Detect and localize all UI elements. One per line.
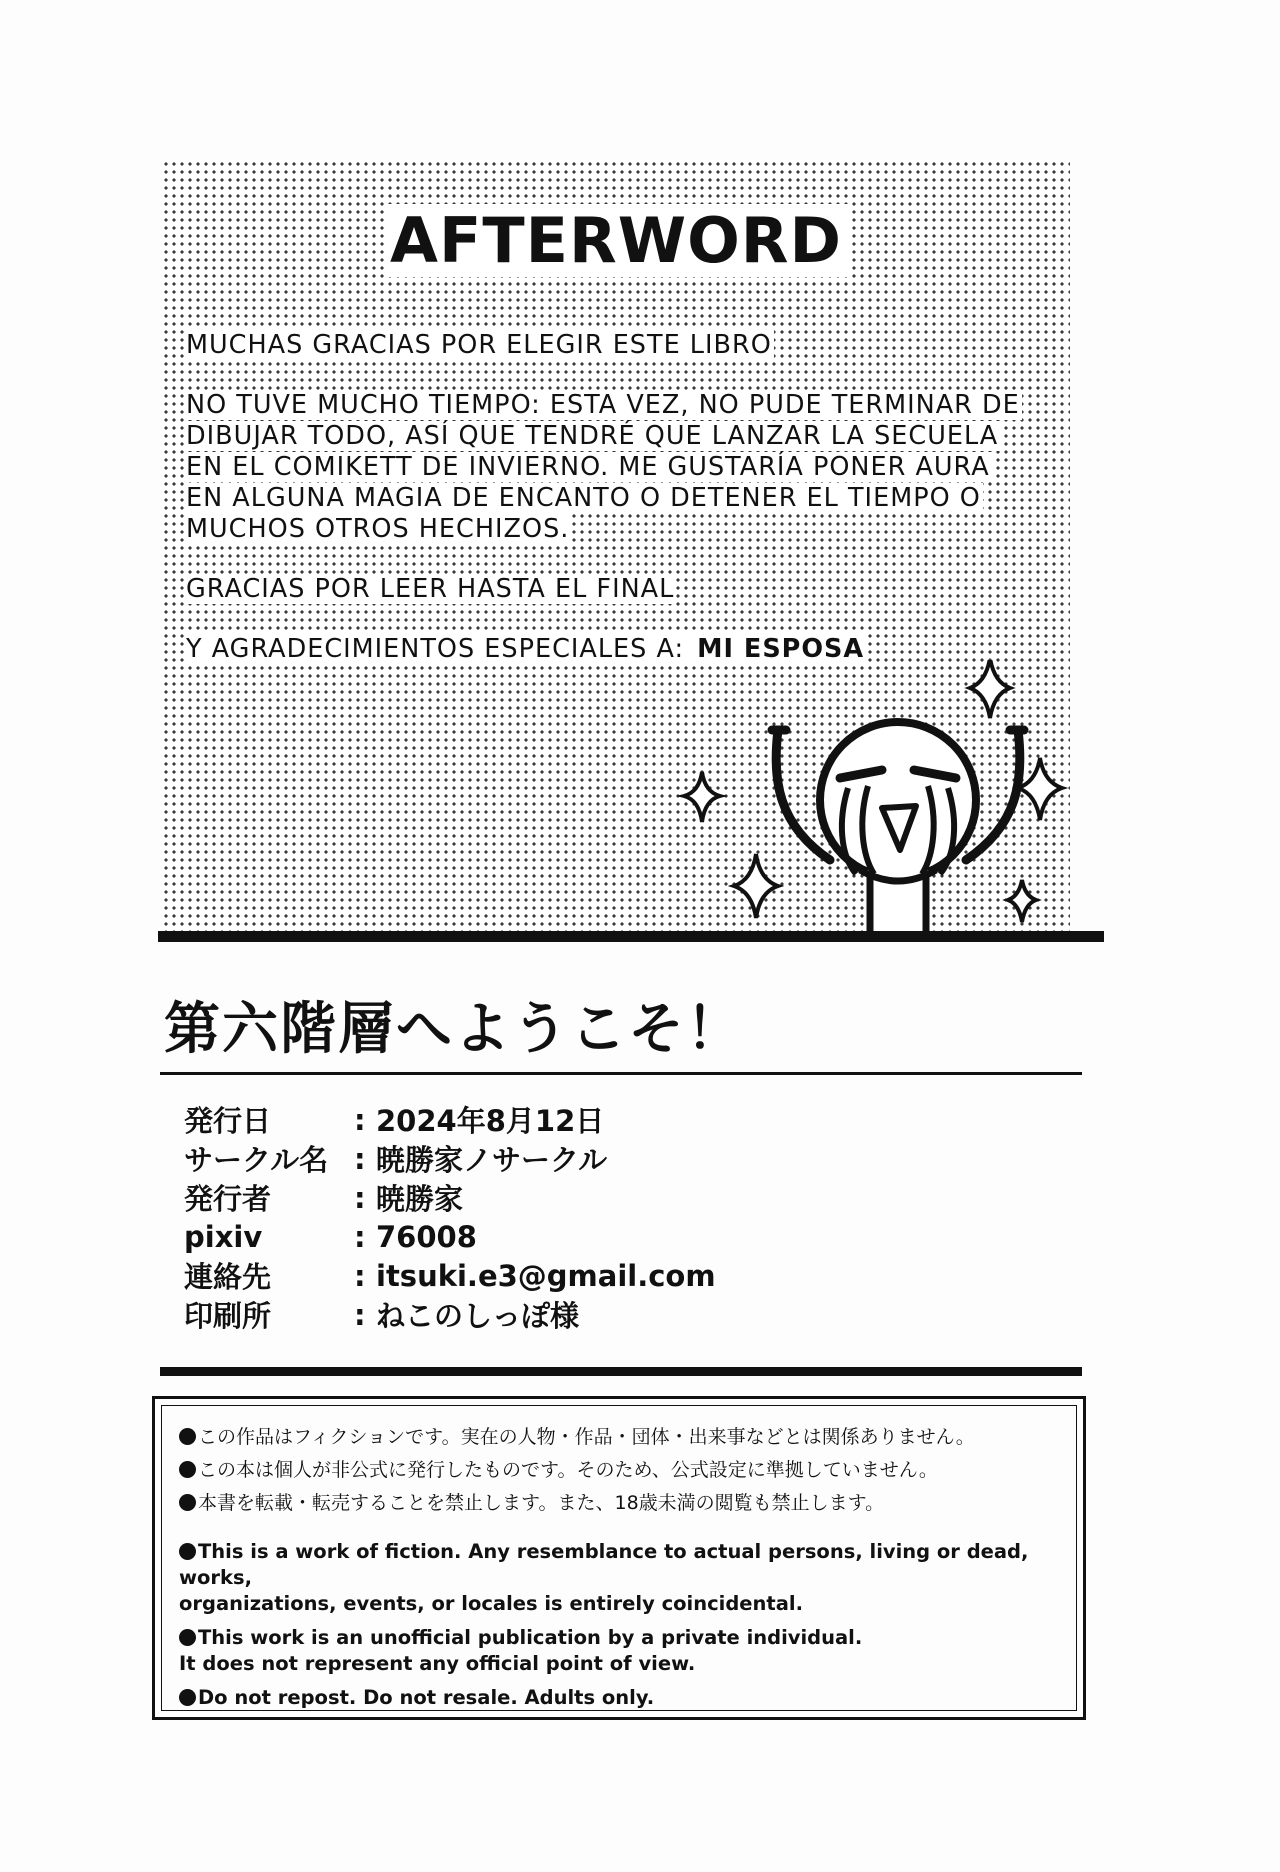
- bullet-icon: [179, 1494, 196, 1511]
- colophon: [184, 1100, 716, 1334]
- disclaimer-english: [179, 1539, 1059, 1719]
- colophon-row-contact: [184, 1256, 716, 1295]
- sparkle-icon: [734, 854, 778, 918]
- bullet-icon: [179, 1543, 196, 1560]
- afterword-title: AFTERWORD: [162, 204, 1070, 277]
- colophon-row-printer: [184, 1295, 716, 1334]
- colophon-separator: :: [354, 1141, 366, 1176]
- bullet-icon: [179, 1461, 196, 1478]
- colophon-separator: :: [354, 1297, 366, 1332]
- disclaimer-jp-line: この作品はフィクションです。実在の人物・作品・団体・出来事などとは関係ありません。: [179, 1421, 975, 1454]
- colophon-row-circle: [184, 1139, 716, 1178]
- contact-email: itsuki.e3@gmail.com: [376, 1258, 716, 1293]
- sparkle-icon: [970, 660, 1010, 718]
- afterword-paragraph-2: NO TUVE MUCHO TIEMPO: ESTA VEZ, NO PUDE TERMINAR DE DIBUJAR TODO, ASÍ QUE TENDRÉ QUE LANZAR LA SECUELA EN EL COMIKETT DE INVIERNO. ME GUSTARÍA PONER AURA EN ALGUNA MAGIA DE ENCANTO O DETENER EL TIEMPO O MUCHOS OTROS HECHIZOS.: [186, 390, 1020, 544]
- colophon-row-date: [184, 1100, 716, 1139]
- disclaimer-jp-line: この本は個人が非公式に発行したものです。そのため、公式設定に準拠していません。: [179, 1454, 975, 1487]
- colophon-separator: :: [354, 1102, 366, 1137]
- book-title: 第六階層へようこそ！: [164, 997, 744, 1062]
- colophon-separator: :: [354, 1258, 366, 1293]
- colophon-separator: :: [354, 1219, 366, 1254]
- afterword-body: [184, 330, 1024, 694]
- colophon-label: 連絡先: [184, 1260, 272, 1294]
- colophon-value: 暁勝家: [376, 1182, 464, 1216]
- disclaimer-en-item: Do not repost. Do not resale. Adults only.: [179, 1685, 1059, 1711]
- disclaimer-jp-line: 本書を転載・転売することを禁止します。また、18歳未満の閲覧も禁止します。: [179, 1487, 975, 1520]
- bullet-icon: [179, 1428, 196, 1445]
- sparkle-icon: [684, 772, 720, 822]
- colophon-label: サークル名: [184, 1143, 329, 1177]
- bullet-icon: [179, 1629, 196, 1646]
- sparkle-icon: [1008, 880, 1036, 922]
- colophon-separator: :: [354, 1180, 366, 1215]
- section-divider: [158, 931, 1104, 942]
- colophon-row-publisher: [184, 1178, 716, 1217]
- afterword-paragraph-3: GRACIAS POR LEER HASTA EL FINAL: [186, 574, 675, 604]
- disclaimer-en-item: This work is an unofficial publication by a private individual. It does not represent any official point of view.: [179, 1626, 863, 1675]
- disclaimer-japanese: [179, 1421, 975, 1520]
- colophon-label: 発行者: [184, 1182, 272, 1216]
- colophon-value: ねこのしっぽ様: [376, 1299, 580, 1333]
- colophon-value: 76008: [376, 1219, 477, 1254]
- colophon-label: pixiv: [184, 1219, 263, 1254]
- afterword-thanks: Y AGRADECIMIENTOS ESPECIALES A: MI ESPOSA: [186, 634, 865, 664]
- disclaimer-en-item: This is a work of fiction. Any resemblance to actual persons, living or dead, works, organizations, events, or locales is entirely coincidental.: [179, 1540, 1029, 1615]
- cheering-figure-illustration: [660, 660, 1100, 940]
- afterword-paragraph-1: MUCHAS GRACIAS POR ELEGIR ESTE LIBRO: [186, 330, 772, 360]
- colophon-label: 印刷所: [184, 1299, 272, 1333]
- disclaimer-box: [152, 1396, 1086, 1720]
- bullet-icon: [179, 1689, 196, 1706]
- colophon-label: 発行日: [184, 1104, 272, 1138]
- colophon-row-pixiv: [184, 1217, 716, 1256]
- colophon-value: 暁勝家ノサークル: [376, 1143, 608, 1177]
- thanks-name: MI ESPOSA: [697, 634, 865, 664]
- colophon-divider: [160, 1367, 1082, 1376]
- colophon-value: 2024年8月12日: [376, 1104, 605, 1138]
- sparkle-icon: [1018, 758, 1062, 820]
- title-divider: [160, 1072, 1082, 1075]
